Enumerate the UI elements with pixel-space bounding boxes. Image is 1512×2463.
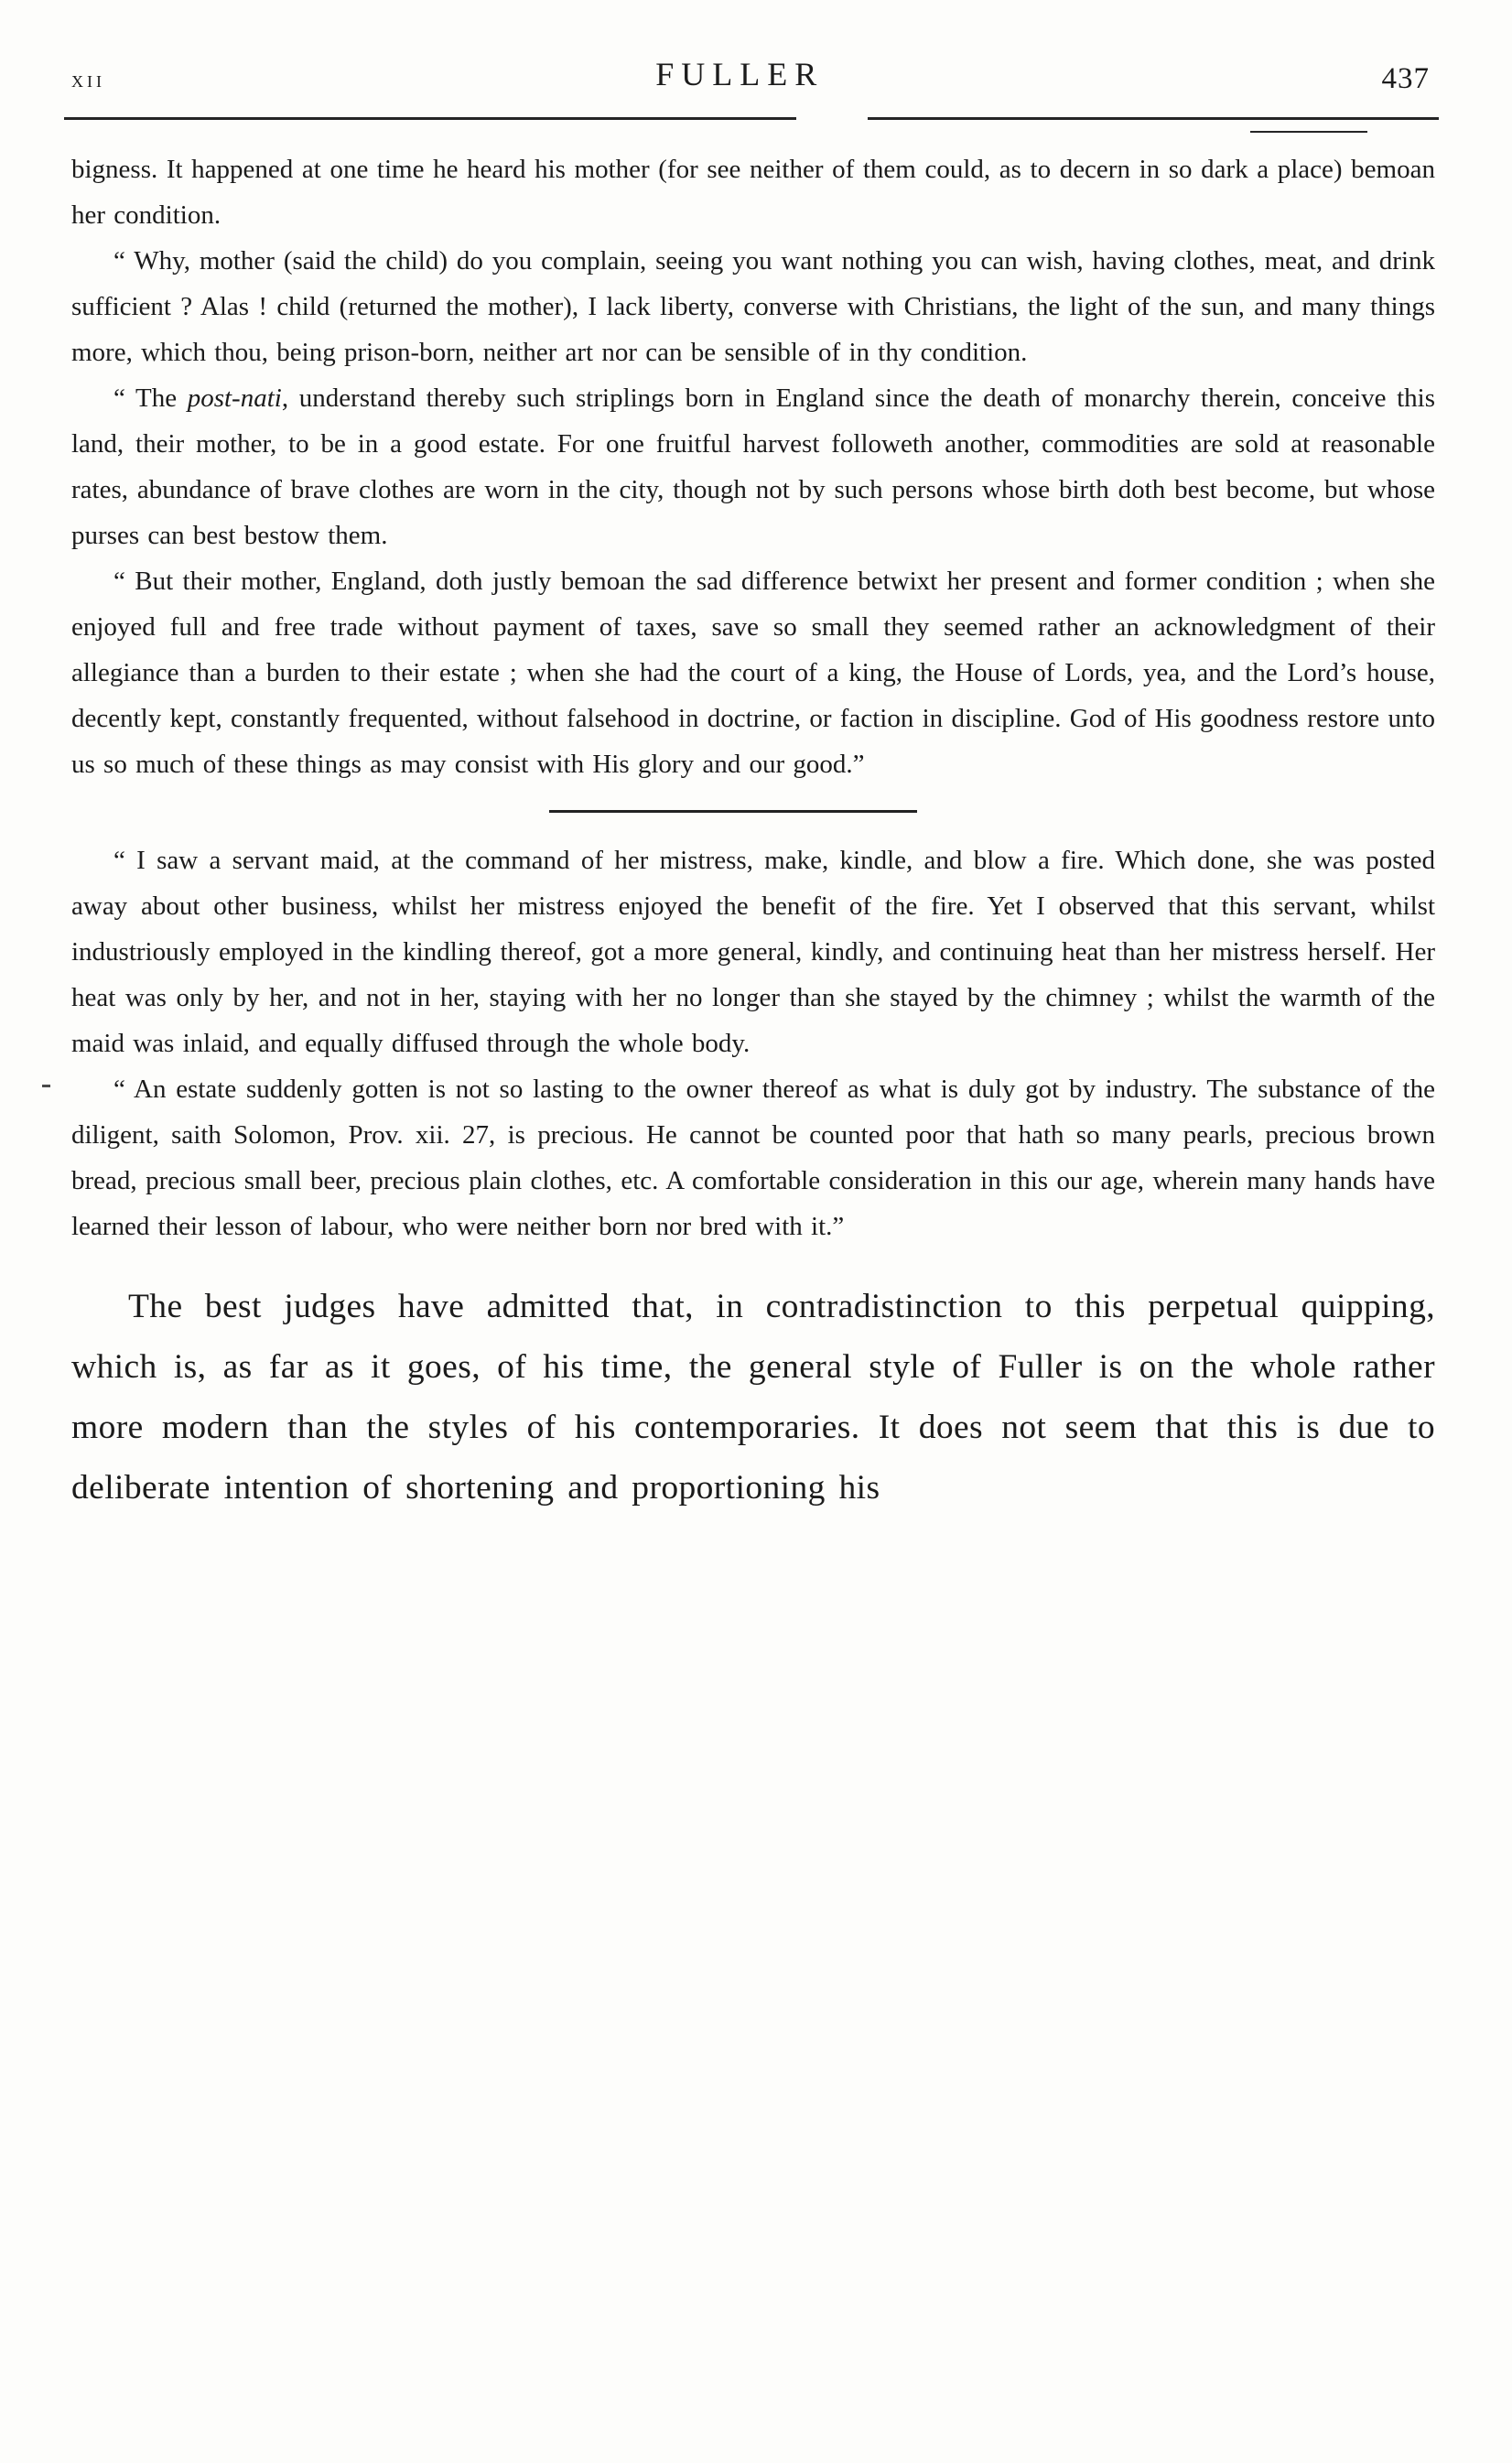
quote-lead: “ The (113, 383, 188, 413)
header-rule-right (868, 117, 1439, 120)
quote-rest: , understand thereby such striplings born in England since the death of monarchy therein, conceive this land, their mother, to be in a good estate. For one fruitful harvest followeth another, commodities are sold at reasonable rates, abundance of brave clothes are worn in the city, though not by such persons whose birth doth best become, but whose purses can best bestow them. (71, 383, 1435, 550)
page-number: 437 (1381, 62, 1430, 95)
quote-paragraph: “ Why, mother (said the child) do you complain, seeing you want nothing you can wish, having clothes, meat, and drink sufficient ? Alas ! child (returned the mother), I lack liberty, converse with Christians, the light of the sun, and many things more, which thou, being prison-born, neither art nor can be sensible of in thy condition. (71, 246, 1435, 367)
italic-term: post-nati (187, 383, 282, 413)
body-paragraph: The best judges have admitted that, in contradistinction to this perpetual quipping, which is, as far as it goes, of his time, the general style of Fuller is on the whole rather more modern than the styles of his contemporaries. It does not seem that this is due to deliberate intention of shortening and proportioning his (71, 1288, 1435, 1507)
header-rule-under-page-number (1250, 131, 1367, 133)
page-text (71, 146, 1435, 1518)
running-title: FULLER (655, 56, 825, 92)
header-rule-left (64, 117, 796, 120)
chapter-number: xii (71, 66, 105, 92)
running-head (71, 53, 1435, 106)
quote-paragraph: “ I saw a servant maid, at the command of her mistress, make, kindle, and blow a fire. Which done, she was posted away about other business, whilst her mistress enjoyed the benefit of the fire. Yet I observed that this servant, whilst industriously employed in the kindling thereof, got a more general, kindly, and continuing heat than her mistress herself. Her heat was only by her, and not in her, staying with her no longer than she stayed by the chimney ; whilst the warmth of the maid was inlaid, and equally diffused through the whole body. (71, 846, 1435, 1058)
quote-paragraph: “ An estate suddenly gotten is not so lasting to the owner thereof as what is duly got by industry. The substance of the diligent, saith Solomon, Prov. xii. 27, is precious. He cannot be counted poor that hath so many pearls, precious brown bread, precious small beer, precious plain clothes, etc. A comfortable consideration in this our age, wherein many hands have learned their lesson of labour, who were neither born nor bred with it.” (71, 1066, 1435, 1249)
quote-paragraph: “ But their mother, England, doth justly bemoan the sad difference betwixt her present and former condition ; when she enjoyed full and free trade without payment of taxes, save so small they seemed rather an acknowledgment of their allegiance than a burden to their estate ; when she had the court of a king, the House of Lords, yea, and the Lord’s house, decently kept, constantly frequented, without falsehood in doctrine, or faction in discipline. God of His goodness restore unto us so much of these things as may consist with His glory and our good.” (71, 567, 1435, 779)
section-divider (549, 810, 917, 813)
quote-paragraph (71, 375, 1435, 558)
paragraph-continued: bigness. It happened at one time he heard his mother (for see neither of them could, as to decern in so dark a place) bemoan her condition. (71, 155, 1435, 230)
scan-artifact (42, 1085, 50, 1087)
